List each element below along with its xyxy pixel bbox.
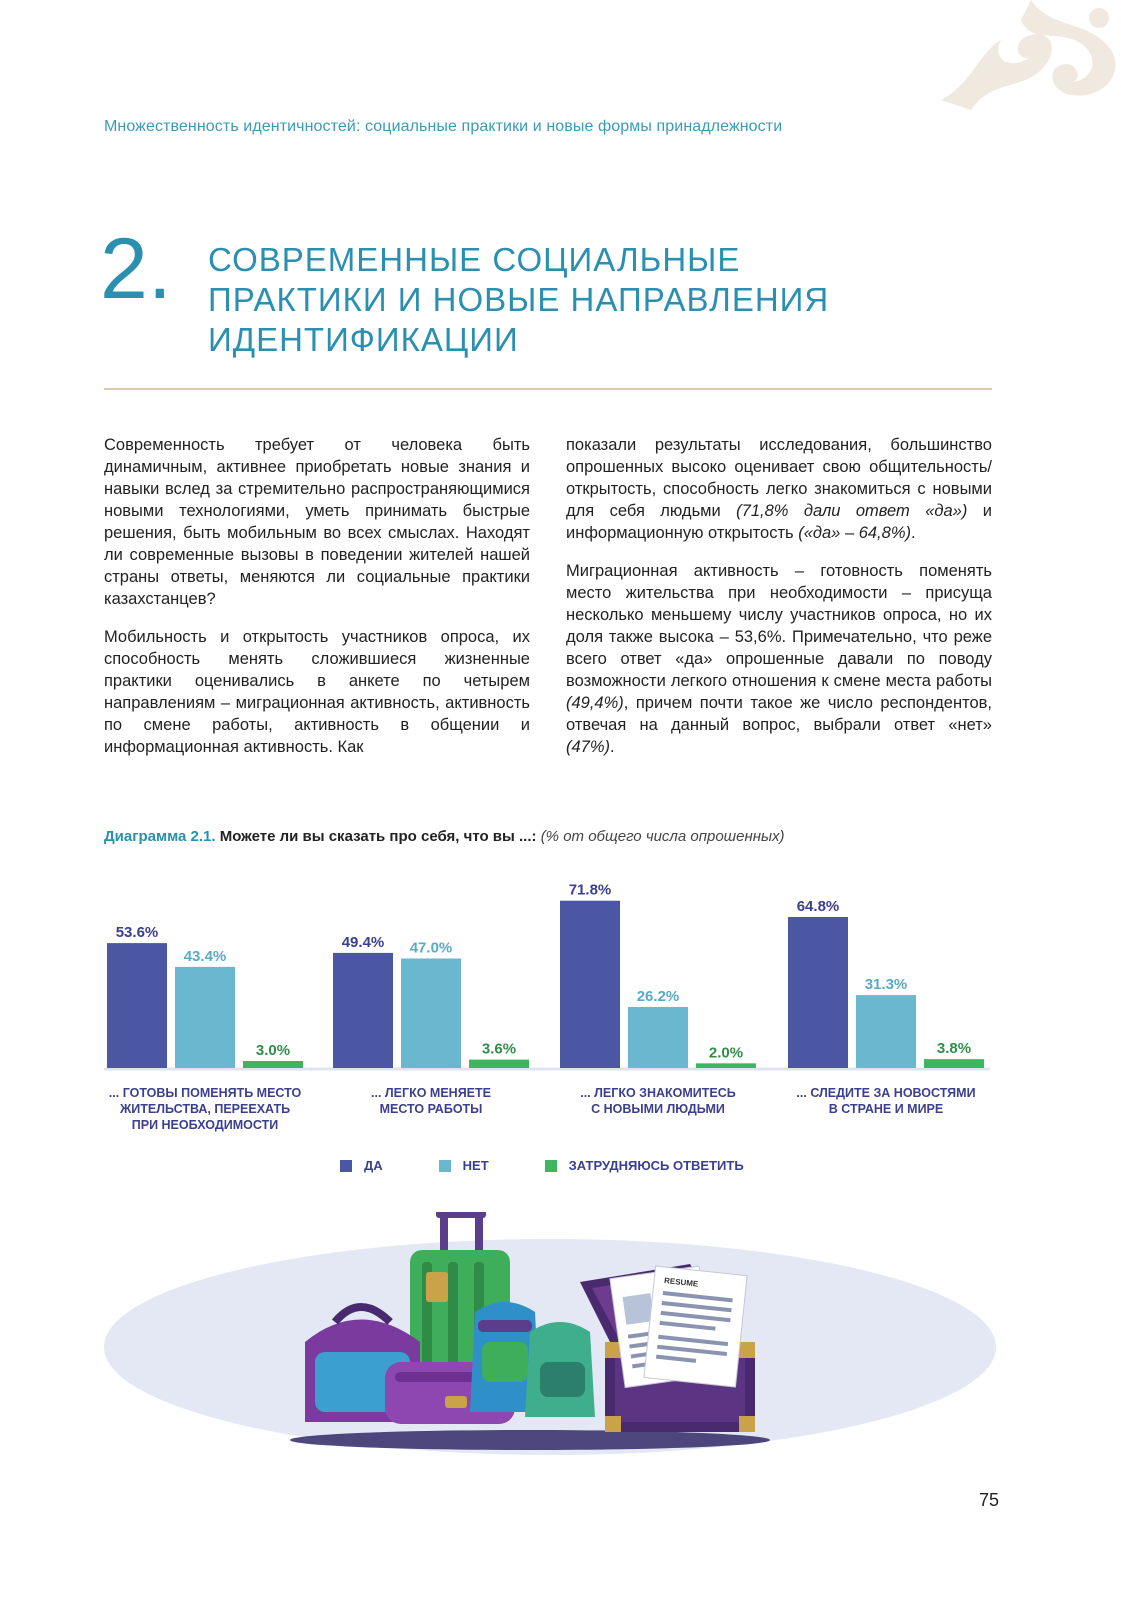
data-label: 31.3% (864, 976, 908, 994)
chapter-title-line: ПРАКТИКИ И НОВЫЕ НАПРАВЛЕНИЯ (208, 281, 830, 318)
paragraph: Миграционная активность – готовность поменять место жительства при необходимости – присуща несколько меньшему числу участников опроса, но их доля также высока – 53,6%. Примечательно, что реже всего ответ «да» опрошенные давали по поводу возможности легкого отношения к смене места работы (49,4%), причем почти такое же число респондентов, отвечая на данный вопрос, выбрали ответ «нет» (47%). (566, 562, 992, 756)
category-label: ... ГОТОВЫ ПОМЕНЯТЬ МЕСТО (108, 1086, 302, 1100)
category-label: С НОВЫМИ ЛЮДЬМИ (591, 1102, 725, 1116)
data-label: 3.0% (255, 1042, 291, 1060)
paragraph: Современность требует от человека быть динамичным, активнее приобретать новые знания и навыки вслед за стремительно распространяющимися новыми технологиями, уметь принимать быстрые решения, быть мобильным во всех смыслах. Находят ли современные вызовы в поведении жителей нашей страны ответы, меняются ли социальные практики казахстанцев? (104, 436, 530, 608)
legend-item-yes (340, 1158, 383, 1173)
data-label: 26.2% (636, 987, 680, 1005)
bar (175, 967, 235, 1068)
data-label: 2.0% (708, 1044, 744, 1062)
running-header: Множественность идентичностей: социальные практики и новые формы принадлежности (104, 118, 783, 135)
bar (924, 1059, 984, 1068)
chart-number: Диаграмма 2.1. (104, 828, 216, 845)
data-label: 64.8% (796, 898, 840, 916)
legend-label: ДА (364, 1158, 383, 1173)
suitcases-illustration (100, 1212, 1000, 1462)
data-label: 49.4% (341, 933, 385, 951)
chart-question: Можете ли вы сказать про себя, что вы ...: (219, 828, 537, 845)
bar (696, 1063, 756, 1068)
bar (628, 1007, 688, 1068)
chart-note: (% от общего числа опрошенных) (540, 828, 785, 845)
page-number: 75 (978, 1490, 999, 1510)
legend-label: ЗАТРУДНЯЮСЬ ОТВЕТИТЬ (568, 1158, 744, 1173)
paragraph: показали результаты исследования, большинство опрошенных высоко оценивает свою общительность/открытость, способность легко знакомиться с новыми для себя людьми (71,8% дали ответ «да») и информационную открытость («да» – 64,8%). (566, 436, 992, 542)
data-label: 3.8% (936, 1040, 972, 1058)
category-label: ... ЛЕГКО МЕНЯЕТЕ (371, 1086, 491, 1100)
category-label: В СТРАНЕ И МИРЕ (828, 1102, 944, 1116)
chapter-title-line: ИДЕНТИФИКАЦИИ (208, 321, 519, 358)
bar (469, 1060, 529, 1068)
legend-swatch (439, 1160, 451, 1172)
bar (401, 958, 461, 1068)
bar (243, 1061, 303, 1068)
bar (333, 953, 393, 1068)
bar (107, 943, 167, 1068)
chart-legend (340, 1158, 744, 1173)
legend-swatch (340, 1160, 352, 1172)
data-label: 43.4% (183, 947, 227, 965)
legend-item-no (439, 1158, 489, 1173)
data-label: 47.0% (409, 939, 453, 957)
legend-label: НЕТ (462, 1158, 489, 1173)
bar (560, 901, 620, 1068)
legend-swatch (545, 1160, 557, 1172)
legend-item-hard-to-say (545, 1158, 744, 1173)
chapter-title-line: СОВРЕМЕННЫЕ СОЦИАЛЬНЫЕ (208, 241, 741, 278)
bar (788, 917, 848, 1068)
bar (856, 995, 916, 1068)
chapter-number: 2. (100, 221, 172, 317)
category-label: ЖИТЕЛЬСТВА, ПЕРЕЕХАТЬ (119, 1102, 291, 1116)
resume-label: RESUME (663, 1276, 699, 1289)
category-label: МЕСТО РАБОТЫ (379, 1102, 483, 1116)
paragraph: Мобильность и открытость участников опроса, их способность менять сложившиеся жизненные практики оценивались в анкете по четырем направлениям – миграционная активность, активность по смене работы, активность в общении и информационная активность. Как (104, 628, 530, 756)
category-label: ... ЛЕГКО ЗНАКОМИТЕСЬ (580, 1086, 736, 1100)
data-label: 71.8% (568, 881, 612, 899)
data-label: 53.6% (115, 924, 159, 942)
category-label: ... СЛЕДИТЕ ЗА НОВОСТЯМИ (796, 1086, 976, 1100)
category-label: ПРИ НЕОБХОДИМОСТИ (131, 1118, 279, 1132)
data-label: 3.6% (481, 1040, 517, 1058)
